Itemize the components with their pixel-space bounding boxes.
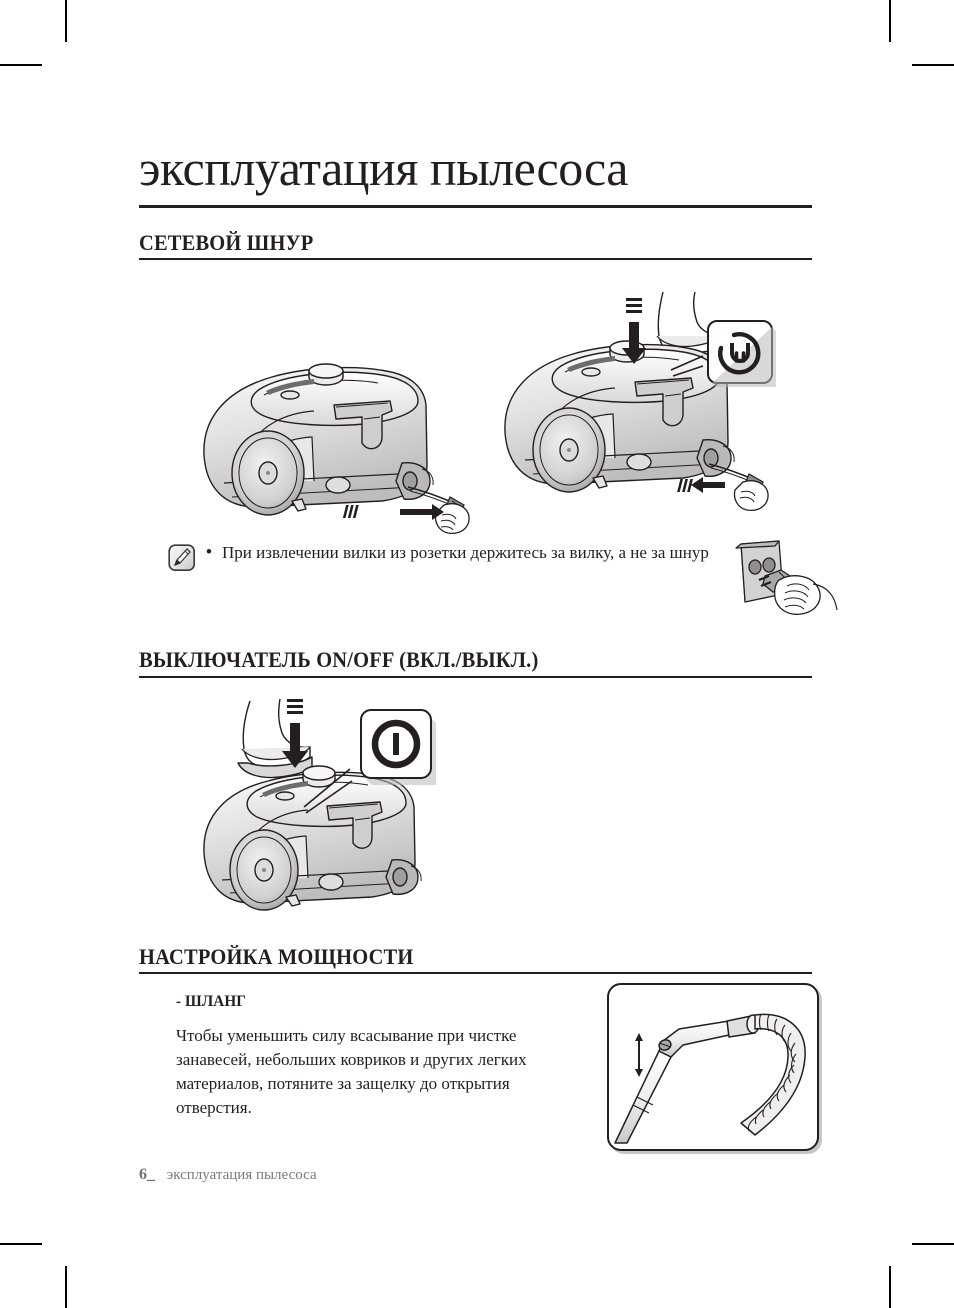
- section-rule-on-off: [139, 676, 812, 678]
- figure-hose-latch: [607, 983, 819, 1151]
- figure-unplug-hand: [735, 540, 840, 620]
- crop-mark-bottom-left-vertical: [65, 1266, 67, 1308]
- section-rule-power-cord: [139, 258, 812, 260]
- note-power-cord: [168, 541, 788, 572]
- callout-cord-rewind: [705, 318, 781, 392]
- body-text-hose: Чтобы уменьшить силу всасывание при чистке занавесей, небольших ковриков и других легких материалов, потяните за защелку до открытия отверстия.: [176, 1026, 527, 1118]
- sub-heading-hose: - ШЛАНГ: [176, 993, 247, 1010]
- arrow-latch-slide: [635, 1033, 643, 1077]
- crop-mark-top-left-vertical: [65, 0, 67, 42]
- arrow-pull-out: [343, 504, 444, 520]
- crop-mark-bottom-left-horizontal: [0, 1243, 42, 1245]
- section-heading-power-setting: НАСТРОЙКА МОЩНОСТИ: [139, 944, 414, 969]
- arrow-rewind-left: [677, 477, 725, 493]
- figure-cord-pull-out: [186, 345, 476, 525]
- section-heading-power-cord: СЕТЕВОЙ ШНУР: [139, 230, 314, 255]
- footer-text: эксплуатация пылесоса: [166, 1167, 317, 1183]
- section-rule-power-setting: [139, 972, 812, 974]
- page-title: эксплуатация пылесоса: [139, 140, 628, 196]
- crop-mark-bottom-right-vertical: [889, 1266, 891, 1308]
- note-pencil-icon: [168, 544, 196, 572]
- crop-mark-bottom-right-horizontal: [912, 1243, 954, 1245]
- section-heading-on-off: ВЫКЛЮЧАТЕЛЬ ON/OFF (ВКЛ./ВЫКЛ.): [139, 647, 539, 672]
- crop-mark-top-right-vertical: [889, 0, 891, 42]
- crop-mark-top-right-horizontal: [912, 64, 954, 66]
- footer-page-number: 6_: [139, 1166, 155, 1183]
- page-title-rule: [139, 205, 812, 208]
- note-text: При извлечении вилки из розетки держитесь за вилку, а не за шнур: [222, 543, 709, 562]
- callout-power-on-off: [358, 707, 444, 791]
- note-bullet: •: [205, 542, 213, 563]
- page-footer: [139, 1166, 317, 1184]
- crop-mark-top-left-horizontal: [0, 64, 42, 66]
